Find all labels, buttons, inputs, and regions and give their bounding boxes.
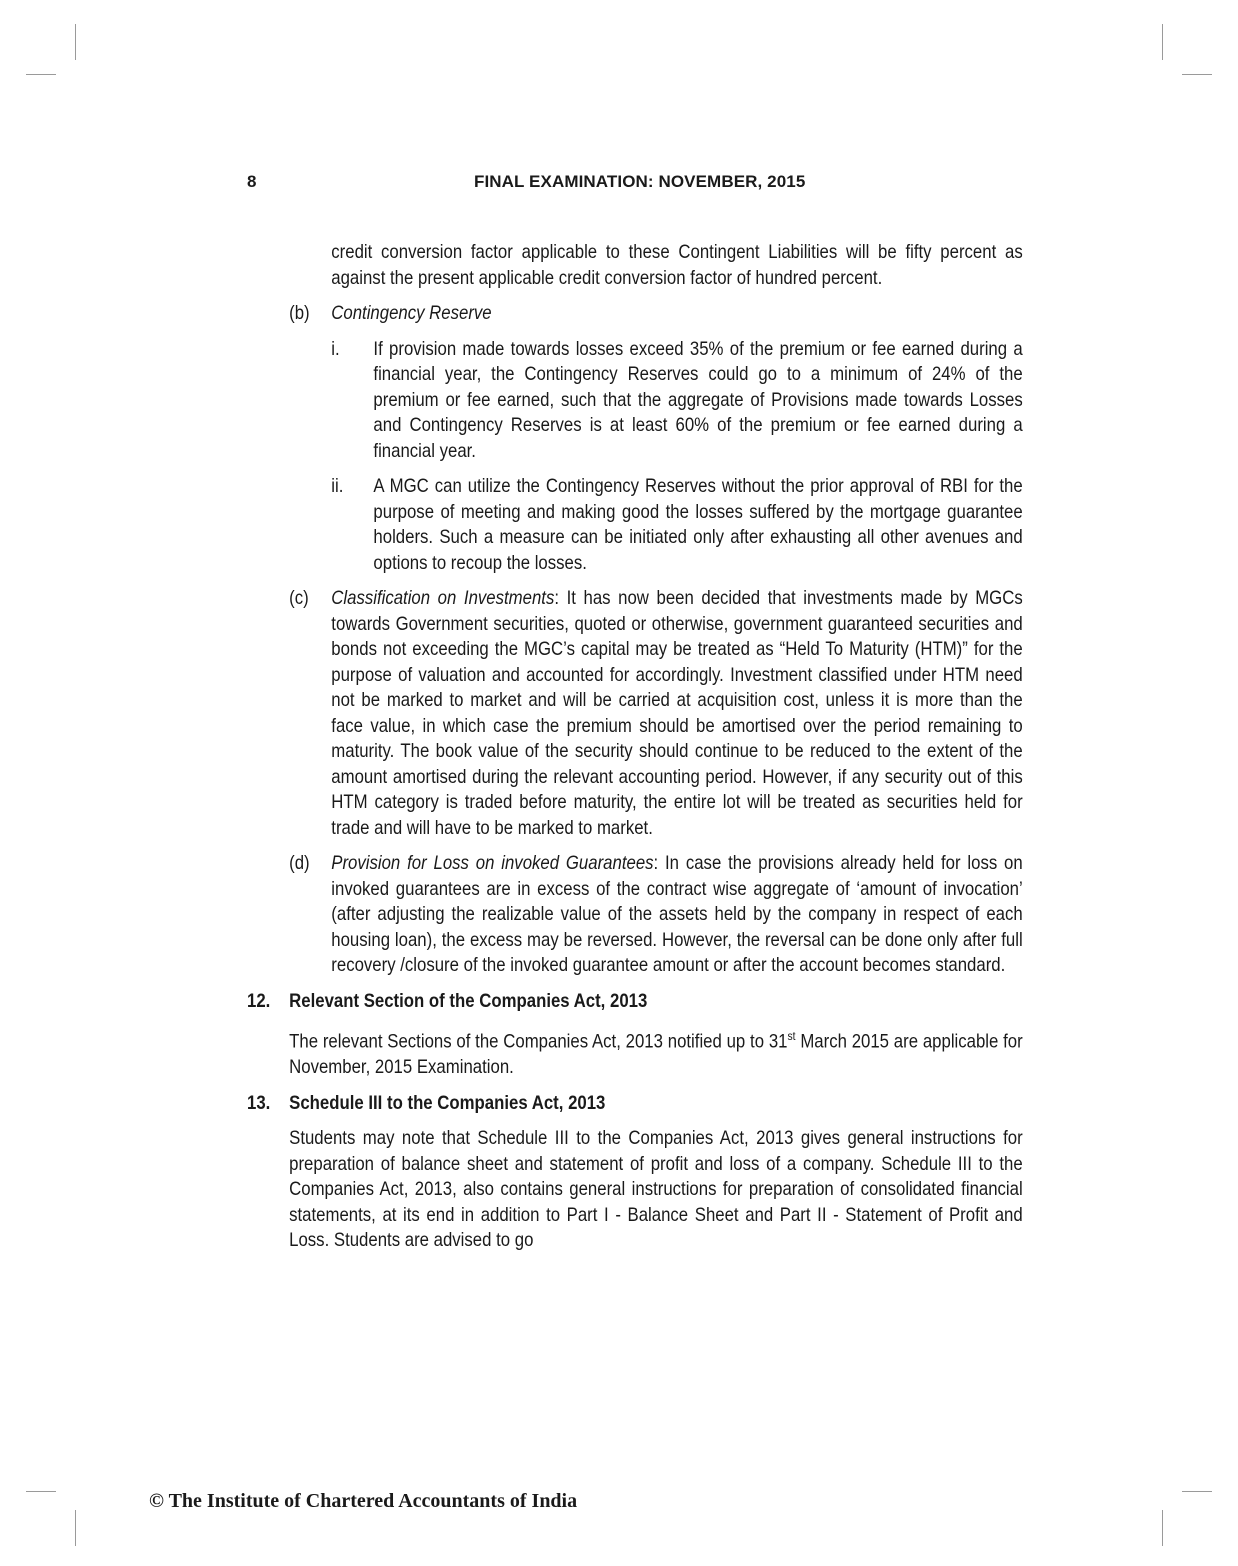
subitem-label: i. [331, 337, 340, 360]
crop-mark [1182, 1491, 1212, 1492]
item-b-subitem [331, 474, 1022, 576]
section-13-number: 13. [247, 1091, 271, 1114]
crop-mark [26, 1491, 56, 1492]
page-header-title: FINAL EXAMINATION: NOVEMBER, 2015 [474, 172, 806, 191]
page-number: 8 [247, 172, 257, 191]
footer-copyright: © The Institute of Chartered Accountants of India [149, 1490, 578, 1512]
crop-mark [1182, 74, 1212, 75]
section-12-title: Relevant Section of the Companies Act, 2013 [289, 989, 648, 1012]
item-c-label: (c) [289, 587, 309, 609]
item-c [289, 586, 1023, 841]
section-12-text: The relevant Sections of the Companies Act, 2013 notified up to 31st March 2015 are applicable for November, 2015 Examination. [289, 1029, 1023, 1078]
item-d-label: (d) [289, 852, 310, 874]
item-d-title: Provision for Loss on invoked Guarantees [331, 852, 654, 874]
superscript-st: st [787, 1029, 796, 1043]
item-c-text: : It has now been decided that investments made by MGCs towards Government securities, quoted or otherwise, government guaranteed securities and bonds not exceeding the MGC’s capital may be treated as “Held To Maturity (HTM)” for the purpose of valuation and accounted for accordingly. Investment classified under HTM need not be marked to market and will be carried at acquisition cost, unless it is more than the face value, in which case the premium should be amortised over the period remaining to maturity. The book value of the security should continue to be reduced to the extent of the amount amortised during the relevant accounting period. However, if any security out of this HTM category is traded before maturity, the entire lot will be treated as securities held for trade and will have to be marked to market. [331, 587, 1023, 839]
subitem-text: If provision made towards losses exceed 35% of the premium or fee earned during a financial year, the Contingency Reserves could go to a minimum of 24% of the premium or fee earned, such that the aggregate of Provisions made towards Losses and Contingency Reserves is at least 60% of the premium or fee earned during a financial year. [373, 337, 1023, 462]
crop-mark [75, 24, 76, 60]
section-13-title: Schedule III to the Companies Act, 2013 [289, 1091, 606, 1114]
item-d [289, 851, 1023, 979]
subitem-text: A MGC can utilize the Contingency Reserves without the prior approval of RBI for the purpose of meeting and making good the losses suffered by the mortgage guarantee holders. Such a measure can be initiated only after exhausting all other avenues and options to recoup the losses. [373, 475, 1023, 574]
section-13-text: Students may note that Schedule III to the Companies Act, 2013 gives general instructions for preparation of balance sheet and statement of profit and loss of a company. Schedule III to the Companies Act, 2013, also contains general instructions for preparation of consolidated financial statements, at its end in addition to Part I - Balance Sheet and Part II - Statement of Profit and Loss. Students are advised to go [289, 1127, 1023, 1251]
item-d-text: : In case the provisions already held for loss on invoked guarantees are in excess of the contract wise aggregate of ‘amount of invocation’ (after adjusting the realizable value of the assets held by the company in respect of each housing loan), the excess may be reversed. However, the reversal can be done only after full recovery /closure of the invoked guarantee amount or after the account becomes standard. [331, 852, 1023, 976]
section-12-number: 12. [247, 989, 271, 1012]
item-b-title: Contingency Reserve [331, 302, 492, 324]
crop-mark [75, 1510, 76, 1546]
item-c-title: Classification on Investments [331, 587, 555, 609]
crop-mark [26, 74, 56, 75]
crop-mark [1162, 1510, 1163, 1546]
subitem-label: ii. [331, 475, 344, 497]
document-body [247, 240, 1023, 1254]
intro-paragraph: credit conversion factor applicable to these Contingent Liabilities will be fifty percent as against the present applicable credit conversion factor of hundred percent. [331, 241, 1023, 289]
item-b [289, 301, 1023, 576]
crop-mark [1162, 24, 1163, 60]
section-13-heading [247, 1091, 1023, 1117]
item-b-subitem [331, 337, 1022, 465]
item-b-label: (b) [289, 302, 310, 324]
section-12-heading [247, 989, 1023, 1015]
